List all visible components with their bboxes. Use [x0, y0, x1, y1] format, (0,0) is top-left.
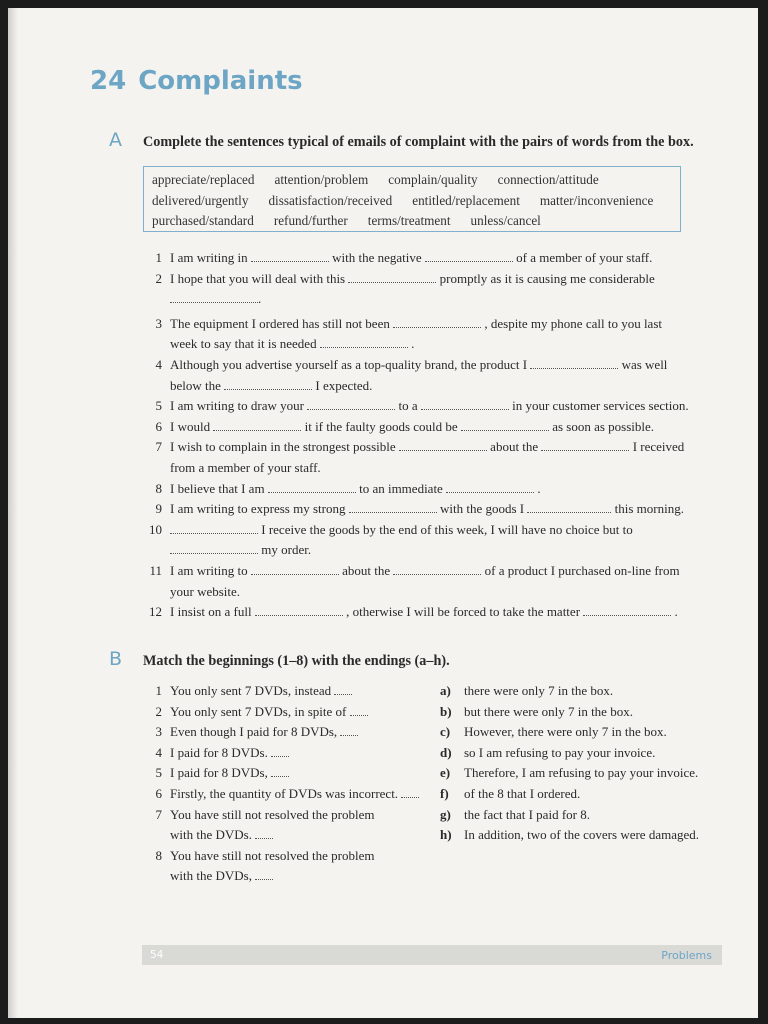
- answer-blank[interactable]: [271, 745, 289, 757]
- answer-blank[interactable]: [255, 604, 343, 616]
- chapter-name: Complaints: [138, 66, 303, 96]
- exercise-item: [140, 248, 720, 269]
- answer-blank[interactable]: [350, 704, 368, 716]
- exercise-item: [140, 396, 720, 417]
- ending-item: [440, 743, 730, 764]
- item-number: 8: [155, 847, 162, 863]
- beginning-item: [140, 702, 440, 723]
- item-text: I insist on a full: [170, 604, 255, 620]
- item-text: of a product I purchased on-line from: [481, 562, 680, 578]
- word-pair: unless/cancel: [470, 213, 541, 228]
- word-pair: delivered/urgently: [152, 192, 249, 208]
- answer-blank[interactable]: [541, 439, 629, 451]
- item-text: .: [258, 291, 262, 307]
- answer-blank[interactable]: [446, 481, 534, 493]
- item-text: I am writing to draw your: [170, 398, 308, 414]
- item-text: You only sent 7 DVDs, instead: [170, 683, 335, 698]
- item-text: I wish to complain in the strongest possible: [170, 439, 399, 455]
- item-text: Even though I paid for 8 DVDs,: [170, 724, 341, 740]
- word-pair: entitled/replacement: [412, 192, 520, 208]
- word-pair: terms/treatment: [367, 213, 451, 228]
- answer-blank[interactable]: [349, 501, 437, 513]
- word-pair: matter/inconvenience: [539, 192, 654, 208]
- item-text: I would: [170, 418, 214, 434]
- item-number: 11: [149, 562, 162, 578]
- beginning-item: [140, 805, 440, 846]
- item-text: I believe that I am: [170, 480, 268, 496]
- item-number: 4: [155, 356, 162, 372]
- ending-item: [440, 784, 730, 805]
- item-number: 1: [155, 250, 162, 265]
- exercise-item: [140, 602, 720, 623]
- item-text: with the DVDs,: [170, 868, 256, 884]
- answer-blank[interactable]: [583, 604, 671, 616]
- book-page: [8, 8, 758, 1018]
- item-text: I expected.: [312, 377, 373, 393]
- answer-blank[interactable]: [527, 501, 611, 513]
- exercise-item: [140, 314, 720, 355]
- item-text: my order.: [258, 542, 312, 558]
- item-text: I received: [629, 439, 685, 455]
- item-text: , otherwise I will be forced to take the matter: [342, 604, 584, 620]
- answer-blank[interactable]: [255, 827, 273, 839]
- word-pair: refund/further: [273, 213, 348, 228]
- item-text: I am writing to express my strong: [170, 501, 349, 517]
- answer-blank[interactable]: [340, 724, 358, 736]
- item-text: Firstly, the quantity of DVDs was incorrect.: [170, 785, 402, 801]
- item-text: promptly as it is causing me considerable: [436, 270, 655, 286]
- item-letter: a): [440, 683, 451, 698]
- endings-list: [440, 681, 730, 846]
- item-text: to a: [395, 398, 421, 414]
- beginning-item: [140, 784, 440, 805]
- item-text: You only sent 7 DVDs, in spite of: [170, 703, 350, 719]
- item-text: from a member of your staff.: [170, 459, 321, 475]
- answer-blank[interactable]: [320, 336, 408, 348]
- item-text: In addition, two of the covers were damaged.: [464, 827, 700, 843]
- item-number: 2: [155, 270, 162, 286]
- item-number: 1: [155, 683, 162, 698]
- exercise-a-list: [140, 248, 720, 623]
- answer-blank[interactable]: [251, 563, 339, 575]
- item-letter: e): [440, 765, 451, 781]
- ending-item: [440, 825, 730, 846]
- footer-bar: [142, 945, 722, 965]
- item-text: of the 8 that I ordered.: [464, 785, 581, 801]
- item-text: week to say that it is needed: [170, 336, 320, 352]
- ending-item: [440, 763, 730, 784]
- section-b-letter: B: [109, 648, 123, 670]
- item-number: 5: [155, 765, 162, 781]
- item-text: You have still not resolved the problem: [170, 806, 375, 822]
- item-text: in your customer services section.: [508, 398, 689, 414]
- item-text: as soon as possible.: [548, 418, 655, 434]
- item-text: with the negative: [328, 250, 425, 265]
- item-text: was well: [618, 356, 668, 372]
- ending-item: [440, 722, 730, 743]
- word-pair: dissatisfaction/received: [268, 192, 393, 208]
- footer-section-title: Problems: [661, 949, 712, 962]
- answer-blank[interactable]: [425, 250, 513, 262]
- item-number: 7: [155, 806, 162, 822]
- ending-item: [440, 681, 730, 702]
- section-a-letter: A: [109, 129, 122, 151]
- item-number: 9: [155, 501, 162, 517]
- item-text: The equipment I ordered has still not been: [170, 315, 394, 331]
- item-text: Therefore, I am refusing to pay your invoice.: [464, 765, 699, 781]
- item-text: .: [671, 604, 678, 620]
- item-number: 5: [155, 398, 162, 414]
- word-pair: attention/problem: [274, 172, 369, 187]
- answer-blank[interactable]: [170, 291, 258, 303]
- item-text: with the DVDs.: [170, 827, 256, 843]
- answer-blank[interactable]: [307, 398, 395, 410]
- item-letter: h): [440, 827, 452, 843]
- beginning-item: [140, 743, 440, 764]
- answer-blank[interactable]: [170, 522, 258, 534]
- beginning-item: [140, 846, 440, 887]
- item-number: 7: [155, 439, 162, 455]
- item-number: 12: [149, 604, 162, 620]
- item-text: so I am refusing to pay your invoice.: [464, 744, 656, 760]
- exercise-item: [140, 437, 720, 478]
- exercise-item: [140, 355, 720, 396]
- chapter-number: 24: [90, 66, 127, 96]
- word-pair: appreciate/replaced: [152, 172, 255, 187]
- answer-blank[interactable]: [334, 683, 352, 695]
- item-letter: d): [440, 744, 452, 760]
- beginnings-list: [140, 681, 440, 887]
- answer-blank[interactable]: [393, 563, 481, 575]
- page-edge: [8, 8, 18, 1018]
- answer-blank[interactable]: [530, 357, 618, 369]
- item-text: Although you advertise yourself as a top-quality brand, the product I: [170, 356, 531, 372]
- item-text: I paid for 8 DVDs,: [170, 765, 272, 781]
- item-text: about the: [486, 439, 542, 455]
- item-text: this morning.: [611, 501, 684, 517]
- item-text: I am writing in: [170, 250, 251, 265]
- answer-blank[interactable]: [348, 271, 436, 283]
- beginning-item: [140, 681, 440, 702]
- word-box-row: [152, 191, 672, 212]
- item-text: I paid for 8 DVDs.: [170, 744, 272, 760]
- exercise-item: [140, 561, 720, 602]
- item-number: 2: [155, 703, 162, 719]
- answer-blank[interactable]: [251, 250, 329, 262]
- ending-item: [440, 702, 730, 723]
- answer-blank[interactable]: [170, 542, 258, 554]
- item-text: to an immediate: [355, 480, 447, 496]
- item-number: 3: [155, 724, 162, 740]
- exercise-item: [140, 479, 720, 500]
- item-text: I hope that you will deal with this: [170, 270, 349, 286]
- exercise-item: [140, 417, 720, 438]
- item-text: of a member of your staff.: [512, 250, 653, 265]
- answer-blank[interactable]: [393, 316, 481, 328]
- item-number: 3: [155, 315, 162, 331]
- answer-blank[interactable]: [213, 419, 301, 431]
- exercise-item: [140, 520, 720, 561]
- word-pair: purchased/standard: [152, 213, 254, 228]
- item-text: the fact that I paid for 8.: [464, 806, 590, 822]
- item-text: .: [407, 336, 415, 352]
- item-text: with the goods I: [436, 501, 528, 517]
- item-letter: f): [440, 785, 449, 801]
- exercise-item: [140, 499, 720, 520]
- item-text: I receive the goods by the end of this week, I will have no choice but to: [258, 521, 633, 537]
- item-letter: g): [440, 806, 451, 822]
- chapter-title: [90, 66, 303, 96]
- answer-blank[interactable]: [399, 439, 487, 451]
- item-letter: b): [440, 703, 452, 719]
- word-box: [143, 166, 681, 232]
- item-text: You have still not resolved the problem: [170, 847, 375, 863]
- item-letter: c): [440, 724, 451, 740]
- word-pair: complain/quality: [388, 172, 478, 187]
- section-b-heading: Match the beginnings (1–8) with the endings (a–h).: [143, 653, 450, 669]
- answer-blank[interactable]: [461, 419, 549, 431]
- answer-blank[interactable]: [268, 481, 356, 493]
- word-box-row: [152, 211, 672, 232]
- answer-blank[interactable]: [421, 398, 509, 410]
- item-text: I am writing to: [170, 562, 251, 578]
- item-text: .: [534, 480, 541, 496]
- item-text: , despite my phone call to you last: [481, 315, 662, 331]
- word-pair: connection/attitude: [497, 172, 599, 187]
- item-number: 6: [155, 418, 162, 434]
- item-text: it if the faulty goods could be: [301, 418, 461, 434]
- item-text: However, there were only 7 in the box.: [464, 724, 667, 740]
- item-text: below the: [170, 377, 225, 393]
- item-text: about the: [338, 562, 394, 578]
- item-number: 4: [155, 744, 162, 760]
- item-number: 10: [149, 521, 162, 537]
- word-box-row: [152, 170, 672, 191]
- answer-blank[interactable]: [271, 765, 289, 777]
- item-text: your website.: [170, 583, 241, 599]
- item-text: there were only 7 in the box.: [464, 683, 614, 698]
- section-a-heading: Complete the sentences typical of emails of complaint with the pairs of words from the box.: [143, 134, 694, 150]
- ending-item: [440, 805, 730, 826]
- beginning-item: [140, 763, 440, 784]
- answer-blank[interactable]: [401, 786, 419, 798]
- exercise-item: [140, 269, 720, 310]
- beginning-item: [140, 722, 440, 743]
- item-number: 8: [155, 480, 162, 496]
- item-text: but there were only 7 in the box.: [464, 703, 633, 719]
- item-number: 6: [155, 785, 162, 801]
- page-number: 54: [150, 949, 164, 961]
- answer-blank[interactable]: [224, 378, 312, 390]
- answer-blank[interactable]: [255, 868, 273, 880]
